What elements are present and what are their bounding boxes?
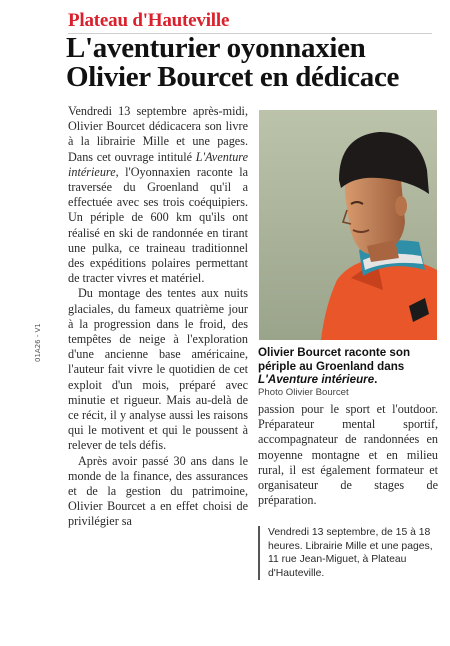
headline-line-1: L'aventurier oyonnaxien — [66, 32, 366, 64]
caption-text-b: . — [374, 373, 378, 387]
caption-book-title: L'Aventure intérieure — [258, 373, 375, 387]
paragraph-1-text-b: , l'Oyonnaxien raconte la traversée du Groenland qu'il a effectuée avec ses trois coéquipiers. Un périple de 600 km qu'ils ont réalisé en ski de randonnée en tirant une pulka, ce traineau traditionnel des expéditions polaires permettant de tracter vivres et matériel. — [68, 164, 248, 286]
article-paragraph-2: Du montage des tentes aux nuits glaciales, du fameux quatrième jour à la progression dans le froid, des tempêtes de neige à l'exploration d'une ancienne base américaine, l'auteur fait vivre le quotidien de cet exploit d'un mois, préparé avec minutie et rigueur. Mais au-delà de ce récit, il y analyse aussi les raisons qui le motivent et qui le poussent à relever de tels défis. — [68, 286, 248, 453]
headline-line-2: Olivier Bourcet en dédicace — [66, 61, 400, 93]
event-info-box: Vendredi 13 septembre, de 15 à 18 heures. Librairie Mille et une pages, 11 rue Jean-Miguet, à Plateau d'Hauteville. — [258, 526, 438, 580]
photo-credit: Photo Olivier Bourcet — [258, 387, 349, 398]
author-portrait-illustration — [259, 110, 437, 340]
author-photo — [259, 110, 437, 340]
caption-text-a: Olivier Bourcet raconte son périple au Groenland dans — [258, 346, 411, 373]
article-column-right — [258, 402, 438, 508]
article-paragraph-4: passion pour le sport et l'outdoor. Préparateur mental sportif, accompagnateur de randonnées en moyenne montagne et en milieu rural, il est également formateur et organisateur de stages de préparation. — [258, 402, 438, 508]
paragraph-1-text-a: Vendredi 13 septembre après-midi, Olivier Bourcet dédicacera son livre à la librairie Mille et une pages. Dans cet ouvrage intitulé — [68, 104, 248, 164]
photo-caption — [258, 346, 440, 387]
article-headline — [66, 34, 438, 92]
book-title-inline: L'Aventure intérieure — [68, 149, 248, 179]
article-paragraph-1 — [68, 104, 248, 286]
page-side-code: 01A26 - V1 — [34, 323, 42, 362]
article-paragraph-3: Après avoir passé 30 ans dans le monde de la finance, des assurances et de la gestion du patrimoine, Olivier Bourcet a en effet choisi de privilégier sa — [68, 453, 248, 529]
section-kicker: Plateau d'Hauteville — [68, 10, 230, 31]
article-column-left — [68, 104, 248, 530]
